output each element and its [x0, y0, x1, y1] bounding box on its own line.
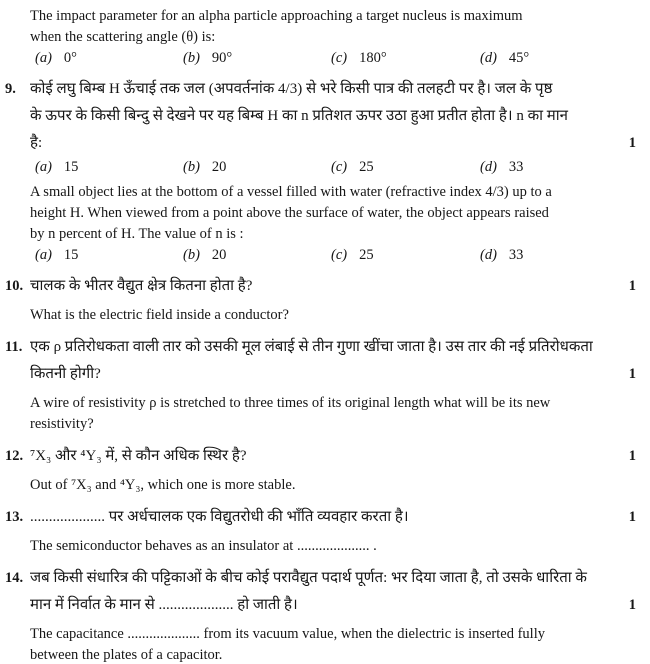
question-13-block: [0, 504, 650, 557]
question-text-hindi-with-mark: [30, 443, 650, 470]
question-number: 14.: [5, 570, 24, 586]
question-text-hindi: चालक के भीतर वैद्युत क्षेत्र कितना होता है?: [30, 278, 253, 294]
question-number: 9.: [5, 81, 16, 97]
question-text-hindi: मान में निर्वात के मान से .................... हो जाती है।: [30, 597, 298, 613]
marks-badge: 1: [628, 366, 636, 382]
option-b-value: 20: [211, 247, 227, 263]
option-d: [480, 245, 523, 265]
options-row: [30, 48, 650, 68]
option-c-label: (c): [331, 247, 348, 263]
option-d: [480, 48, 529, 68]
option-b-label: (b): [183, 159, 200, 175]
question-11-block: [0, 334, 650, 435]
question-body: [30, 273, 650, 326]
option-a: [35, 157, 78, 177]
question-text-hindi-with-mark: [30, 592, 650, 619]
question-english-translation: [30, 182, 650, 265]
option-a: [35, 245, 78, 265]
question-text-hindi: एक ρ प्रतिरोधकता वाली तार को उसकी मूल लंबाई से तीन गुणा खींचा जाता है। उस तार की नई प्रतिरोधकता: [30, 339, 593, 355]
question-text-hindi-with-mark: [30, 361, 650, 388]
option-d: [480, 157, 523, 177]
question-10-block: [0, 273, 650, 326]
question-text-english: A wire of resistivity ρ is stretched to three times of its original length what will be its new: [30, 395, 551, 411]
question-text-english: The semiconductor behaves as an insulator at .................... .: [30, 538, 377, 554]
question-text-hindi: है:: [30, 135, 43, 151]
option-b: [183, 157, 226, 177]
option-a-value: 15: [63, 159, 79, 175]
options-row: [30, 157, 650, 177]
question-text-hindi: कोई लघु बिम्ब H ऊँचाई तक जल (अपवर्तनांक 4/3) से भरे किसी पात्र की तलहटी पर है। जल के पृष्ठ: [30, 81, 553, 97]
option-d-value: 45°: [508, 50, 530, 66]
option-a: [35, 48, 77, 68]
option-c-value: 25: [359, 159, 374, 175]
marks-badge: 1: [628, 135, 636, 151]
question-number: 12.: [5, 448, 24, 464]
question-text-english: resistivity?: [30, 416, 94, 432]
question-text-hindi: जब किसी संधारित्र की पट्टिकाओं के बीच कोई परावैद्युत पदार्थ पूर्णत: भर दिया जाता है, तो उसके धारिता के: [30, 570, 587, 586]
option-c: [331, 157, 374, 177]
option-c-label: (c): [331, 159, 348, 175]
option-b-value: 90°: [211, 50, 233, 66]
question-9-block: [0, 76, 650, 265]
option-b: [183, 245, 226, 265]
option-c-value: 180°: [359, 50, 387, 66]
question-text-english: height H. When viewed from a point above the surface of water, the object appears raised: [30, 205, 549, 221]
question-12-block: [0, 443, 650, 496]
option-c-label: (c): [331, 50, 348, 66]
option-b-value: 20: [211, 159, 227, 175]
question-number: 11.: [5, 339, 23, 355]
option-c: [331, 48, 387, 68]
question-text-hindi: .................... पर अर्धचालक एक विद्युतरोधी की भाँति व्यवहार करता है।: [30, 509, 409, 525]
question-text-english: by n percent of H. The value of n is :: [30, 226, 244, 242]
marks-badge: 1: [628, 509, 636, 525]
question-text-english: A small object lies at the bottom of a vessel filled with water (refractive index 4/3) up to a: [30, 184, 552, 200]
question-text-english: between the plates of a capacitor.: [30, 647, 223, 663]
option-a-label: (a): [35, 159, 52, 175]
question-8-english-block: [30, 6, 650, 68]
question-text-hindi-with-mark: [30, 504, 650, 531]
question-body: [30, 565, 650, 664]
question-text-hindi: के ऊपर के किसी बिन्दु से देखने पर यह बिम्ब H का n प्रतिशत ऊपर उठा हुआ प्रतीत होता है। n का मान: [30, 108, 568, 124]
option-d-label: (d): [480, 247, 497, 263]
question-number: 13.: [5, 509, 24, 525]
option-d-label: (d): [480, 159, 497, 175]
option-b: [183, 48, 232, 68]
question-body: [30, 334, 650, 435]
question-text-hindi-with-mark: [30, 130, 650, 157]
question-text-english: Out of ⁷X₃ and ⁴Y₃, which one is more stable.: [30, 477, 296, 493]
question-text-english: The capacitance .................... from its vacuum value, when the dielectric is inserted fully: [30, 626, 545, 642]
option-d-label: (d): [480, 50, 497, 66]
option-c: [331, 245, 374, 265]
question-text-hindi: कितनी होगी?: [30, 366, 101, 382]
option-d-value: 33: [508, 247, 524, 263]
question-body: [30, 76, 650, 265]
option-b-label: (b): [183, 247, 200, 263]
option-c-value: 25: [359, 247, 374, 263]
options-row: [30, 245, 650, 265]
marks-badge: 1: [628, 597, 636, 613]
option-d-value: 33: [508, 159, 524, 175]
option-a-label: (a): [35, 50, 52, 66]
question-text-english: The impact parameter for an alpha particle approaching a target nucleus is maximum: [30, 8, 523, 24]
option-a-label: (a): [35, 247, 52, 263]
question-text-hindi: ⁷X₃ और ⁴Y₃ में, से कौन अधिक स्थिर है?: [30, 448, 247, 464]
question-number: 10.: [5, 278, 24, 294]
question-body: [30, 443, 650, 496]
question-14-block: [0, 565, 650, 664]
question-body: [30, 504, 650, 557]
question-text-hindi-with-mark: [30, 273, 650, 300]
marks-badge: 1: [628, 448, 636, 464]
question-text-english: What is the electric field inside a conductor?: [30, 307, 289, 323]
option-a-value: 0°: [63, 50, 77, 66]
option-b-label: (b): [183, 50, 200, 66]
option-a-value: 15: [63, 247, 79, 263]
marks-badge: 1: [628, 278, 636, 294]
question-text-english: when the scattering angle (θ) is:: [30, 29, 216, 45]
